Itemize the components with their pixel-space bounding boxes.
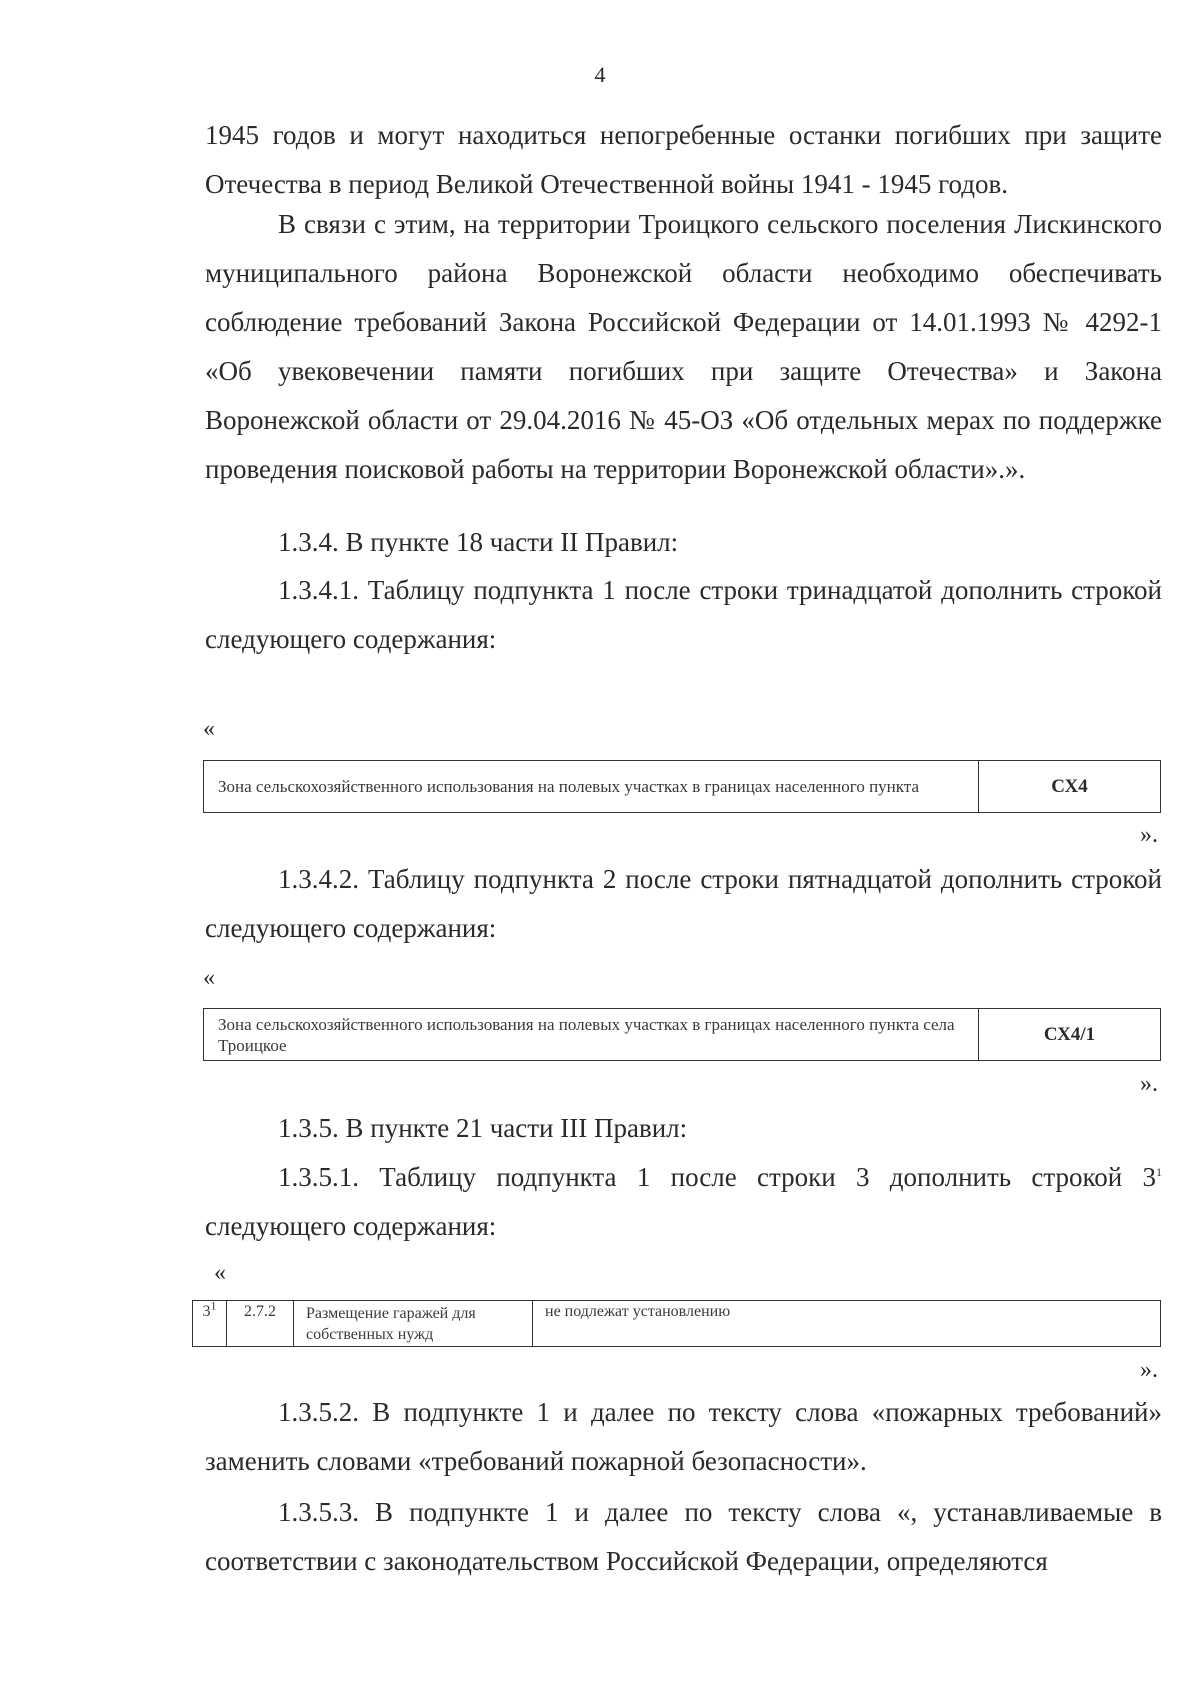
use-code-cell: 2.7.2 <box>227 1301 294 1347</box>
land-use-table <box>192 1300 1161 1347</box>
quote-open-2: « <box>203 965 215 991</box>
quote-close-1: ». <box>1140 822 1158 848</box>
zone-table-sx4-1 <box>203 1008 1161 1061</box>
row-number: 3 <box>202 1303 211 1320</box>
paragraph-1-3-5-1-superscript: 1 <box>1156 1165 1162 1179</box>
zone-name-cell: Зона сельскохозяйственного использования на полевых участках в границах населенного пункта села Троицкое <box>204 1009 979 1061</box>
paragraph-continuation: 1945 годов и могут находиться непогребенные останки погибших при защите Отечества в период Великой Отечественной войны 1941 - 1945 годов. <box>205 120 1162 199</box>
quote-open-1: « <box>203 716 215 742</box>
quote-close-3: ». <box>1140 1357 1158 1383</box>
paragraph-1-3-5-1-text: 1.3.5.1. Таблицу подпункта 1 после строки 3 дополнить строкой 3 <box>278 1162 1156 1192</box>
paragraph-1-3-5-1-tail: следующего содержания: <box>205 1211 497 1241</box>
zone-code-cell: СХ4/1 <box>979 1009 1161 1061</box>
paragraph-1-3-5-1 <box>205 1153 1162 1202</box>
paragraph-memorial-law: В связи с этим, на территории Троицкого сельского поселения Лискинского муниципального района Воронежской области необходимо обеспечивать соблюдение требований Закона Российской Федерации от 14.01.1993 № 4292-1 «Об увековечении памяти погибших при защите Отечества» и Закона Воронежской области от 29.04.2016 № 45-ОЗ «Об отдельных мерах по поддержке проведения поисковой работы на территории Воронежской области».». <box>205 209 1162 484</box>
paragraph-1-3-4-2: 1.3.4.2. Таблицу подпункта 2 после строки пятнадцатой дополнить строкой следующего содержания: <box>205 864 1162 943</box>
paragraph-1-3-4-1: 1.3.4.1. Таблицу подпункта 1 после строки тринадцатой дополнить строкой следующего содержания: <box>205 575 1162 654</box>
quote-open-3: « <box>214 1260 226 1286</box>
parameters-cell: не подлежат установлению <box>533 1301 1161 1347</box>
row-number-superscript: 1 <box>210 1298 217 1313</box>
paragraph-1-3-5: 1.3.5. В пункте 21 части III Правил: <box>278 1113 688 1143</box>
zone-code-cell: СХ4 <box>979 761 1161 813</box>
paragraph-1-3-5-3: 1.3.5.3. В подпункте 1 и далее по тексту слова «, устанавливаемые в соответствии с законодательством Российской Федерации, определяются <box>205 1497 1162 1576</box>
page-number: 4 <box>594 62 606 87</box>
use-name-cell: Размещение гаражей для собственных нужд <box>294 1301 533 1347</box>
paragraph-1-3-5-2: 1.3.5.2. В подпункте 1 и далее по тексту слова «пожарных требований» заменить словами «требований пожарной безопасности». <box>205 1397 1162 1476</box>
zone-table-sx4 <box>203 760 1161 813</box>
quote-close-2: ». <box>1140 1071 1158 1097</box>
paragraph-1-3-4: 1.3.4. В пункте 18 части II Правил: <box>278 527 679 557</box>
zone-name-cell: Зона сельскохозяйственного использования на полевых участках в границах населенного пункта <box>204 761 979 813</box>
row-number-cell <box>193 1298 227 1347</box>
